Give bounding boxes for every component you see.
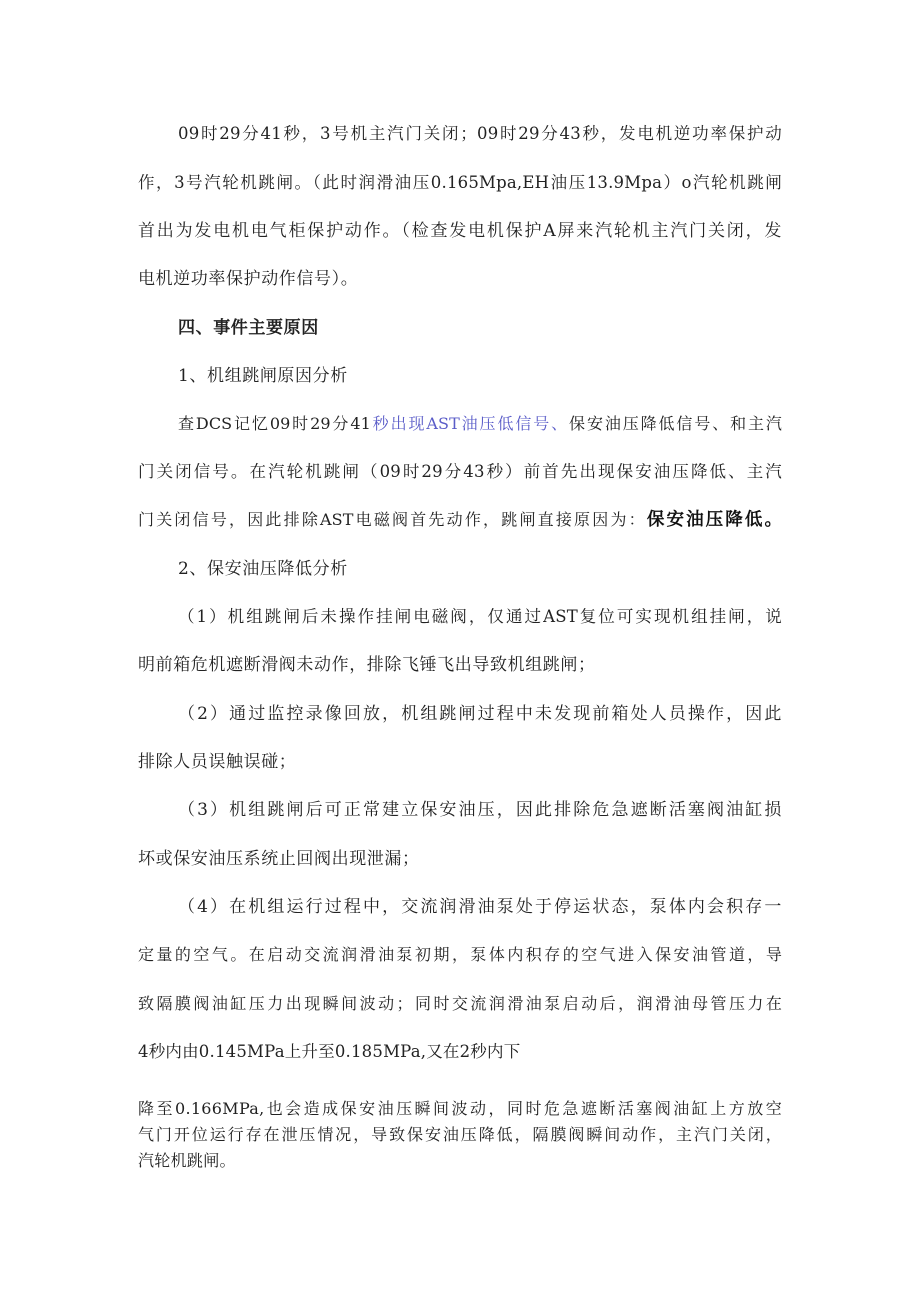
conclusion-text: 保安油压降低。: [646, 510, 782, 530]
list-item-line: 致隔膜阀油缸压力出现瞬间波动；同时交流润滑油泵启动后，润滑油母管压力在: [138, 994, 782, 1013]
list-item-line: （3）机组跳闸后可正常建立保安油压，因此排除危急遮断活塞阀油缸损: [178, 800, 782, 820]
paragraph-line: [138, 508, 782, 532]
paragraph-line: 首出为发电机电气柜保护动作。（检查发电机保护A屏来汽轮机主汽门关闭，发: [138, 221, 782, 241]
text-run: 查DCS记忆09时29分41: [178, 414, 371, 433]
section-heading: 四、事件主要原因: [178, 318, 319, 338]
paragraph-line: [178, 412, 782, 436]
paragraph-line: 作，3号汽轮机跳闸。（此时润滑油压0.165Mpa,EH油压13.9Mpa）o汽轮机跳闸: [138, 173, 782, 192]
paragraph-line: 电机逆功率保护动作信号）。: [138, 269, 359, 289]
subsection-title: 1、机组跳闸原因分析: [178, 366, 348, 386]
text-run: 门关闭信号，因此排除AST电磁阀首先动作，跳闸直接原因为：: [138, 510, 647, 529]
list-item-line: （4）在机组运行过程中，交流润滑油泵处于停运状态，泵体内会积存一: [178, 897, 782, 917]
subsection-title: 2、保安油压降低分析: [178, 559, 348, 579]
list-item-line: 明前箱危机遮断滑阀未动作，排除飞锤飞出导致机组跳闸；: [138, 655, 596, 675]
paragraph-line: 降至0.166MPa,也会造成保安油压瞬间波动，同时危急遮断活塞阀油缸上方放空: [138, 1099, 782, 1118]
list-item-line: 定量的空气。在启动交流润滑油泵初期，泵体内积存的空气进入保安油管道，导: [138, 945, 782, 964]
list-item-line: （2）通过监控录像回放，机组跳闸过程中未发现前箱处人员操作，因此: [178, 704, 782, 724]
paragraph-line: 门关闭信号。在汽轮机跳闸（09时29分43秒）前首先出现保安油压降低、主汽: [138, 462, 782, 481]
list-item-line: 4秒内由0.145MPa上升至0.185MPa,又在2秒内下: [138, 1042, 521, 1061]
paragraph-line: 气门开位运行存在泄压情况，导致保安油压降低，隔膜阀瞬间动作，主汽门关闭，: [138, 1125, 782, 1144]
highlighted-text: 秒出现AST油压低信号、: [370, 414, 570, 433]
paragraph-line: 汽轮机跳闸。: [138, 1151, 236, 1170]
list-item-line: （1）机组跳闸后未操作挂闸电磁阀，仅通过AST复位可实现机组挂闸，说: [178, 607, 782, 626]
text-run: 保安油压降低信号、和主汽: [569, 414, 783, 433]
paragraph-line: 09时29分41秒，3号机主汽门关闭；09时29分43秒，发电机逆功率保护动: [178, 124, 782, 143]
list-item-line: 坏或保安油压系统止回阀出现泄漏；: [138, 849, 420, 869]
list-item-line: 排除人员误触误碰；: [138, 752, 297, 772]
